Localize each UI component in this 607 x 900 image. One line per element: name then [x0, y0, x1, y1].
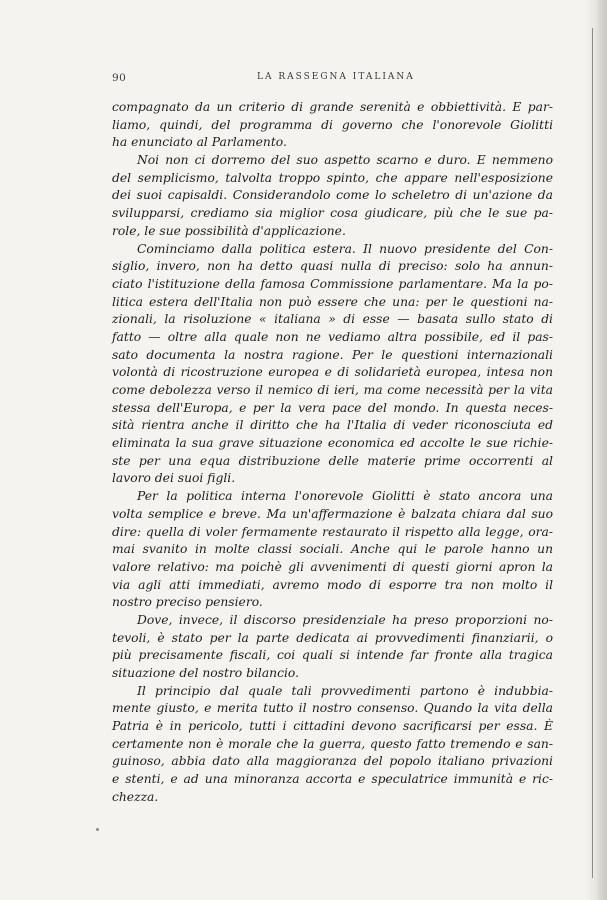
text-line: Cominciamo dalla politica estera. Il nuovo presidente del Con-	[137, 241, 553, 256]
page-number: 90	[112, 72, 127, 84]
text-line: compagnato da un criterio di grande serenità e obbiettività. E par-	[112, 100, 553, 114]
text-line: dei suoi capisaldi. Considerandolo come lo scheletro di un'azione da	[112, 188, 553, 203]
text-line: via agli atti immediati, avremo modo di esporre tra non molto il	[112, 577, 553, 592]
text-line: valore relativo: ma poichè gli avvenimenti di questi giorni apron la	[112, 559, 553, 574]
paragraph	[112, 612, 553, 683]
paragraph	[112, 683, 553, 807]
text-line: certamente non è morale che la guerra, questo fatto tremendo e san-	[112, 736, 553, 751]
text-line: zionali, la risoluzione « italiana » di esse — basata sullo stato di	[112, 312, 553, 327]
text-line: Per la politica interna l'onorevole Giolitti è stato ancora una	[137, 489, 553, 504]
page-gutter-shadow	[585, 0, 607, 900]
text-line: guinoso, abbia dato alla maggioranza del popolo italiano privazioni	[112, 754, 553, 769]
running-title: LA RASSEGNA ITALIANA	[257, 72, 415, 82]
text-line: liamo, quindi, del programma di governo che l'onorevole Giolitti	[112, 117, 553, 132]
text-line: ha enunciato al Parlamento.	[112, 135, 287, 150]
text-line: chezza.	[112, 789, 159, 804]
text-line: situazione del nostro bilancio.	[112, 666, 300, 680]
page-edge-line	[592, 28, 593, 878]
text-line: mai svanito in molte classi sociali. Anche qui le parole hanno un	[112, 542, 553, 557]
text-line: litica estera dell'Italia non può essere che una: per le questioni na-	[112, 294, 553, 309]
text-line: come debolezza verso il nemico di ieri, ma come necessità per la vita	[112, 383, 553, 397]
text-line: role, le sue possibilità d'applicazione.	[112, 223, 346, 238]
text-line: eliminata la sua grave situazione economica ed accolte le sue richie-	[112, 436, 553, 451]
text-line: volontà di ricostruzione europea e di solidarietà europea, intesa non	[112, 365, 553, 380]
text-line: sità rientra anche il diritto che ha l'Italia di veder riconosciuta ed	[112, 418, 553, 433]
text-line: svilupparsi, crediamo sia miglior cosa giudicare, più che le sue pa-	[112, 206, 553, 221]
text-line: siglio, invero, non ha detto quasi nulla di preciso: solo ha annun-	[112, 259, 553, 274]
text-line: e stenti, e ad una minoranza accorta e speculatrice immunità e ric-	[112, 772, 553, 787]
text-line: volta semplice e breve. Ma un'affermazione è balzata chiara dal suo	[112, 506, 553, 521]
text-line: Dove, invece, il discorso presidenziale ha preso proporzioni no-	[137, 612, 553, 627]
text-line: più precisamente fiscali, coi quali si intende far fronte alla tragica	[112, 648, 553, 663]
text-line: nostro preciso pensiero.	[112, 595, 263, 610]
paragraph	[112, 241, 553, 489]
text-line: mente giusto, e merita tutto il nostro consenso. Quando la vita della	[112, 701, 553, 716]
text-line: Patria è in pericolo, tutti i cittadini devono sacrificarsi per essa. È	[112, 719, 553, 734]
text-line: ste per una equa distribuzione delle materie prime occorrenti al	[112, 453, 553, 468]
body-text	[112, 99, 553, 807]
paragraph	[112, 99, 553, 152]
paragraph	[112, 488, 553, 612]
paper-speck	[96, 828, 99, 831]
text-line: stessa dell'Europa, e per la vera pace del mondo. In questa neces-	[112, 400, 553, 415]
text-line: del semplicismo, talvolta troppo spinto, che appare nell'esposizione	[112, 170, 553, 185]
text-line: Noi non ci dorremo del suo aspetto scarno e duro. E nemmeno	[137, 153, 553, 168]
text-line: tevoli, è stato per la parte dedicata ai provvedimenti finanziarii, o	[112, 630, 553, 645]
text-line: fatto — oltre alla quale non ne vediamo altra possibile, ed il pas-	[112, 329, 553, 344]
text-line: Il principio dal quale tali provvedimenti partono è indubbia-	[137, 683, 553, 698]
paragraph	[112, 152, 553, 240]
text-line: lavoro dei suoi figli.	[112, 471, 236, 486]
text-line: sato documenta la nostra ragione. Per le questioni internazionali	[112, 347, 553, 362]
page-header	[112, 72, 552, 88]
text-line: ciato l'istituzione della famosa Commissione parlamentare. Ma la po-	[112, 276, 553, 291]
text-line: dire: quella di voler fermamente restaurato il rispetto alla legge, ora-	[112, 524, 553, 539]
